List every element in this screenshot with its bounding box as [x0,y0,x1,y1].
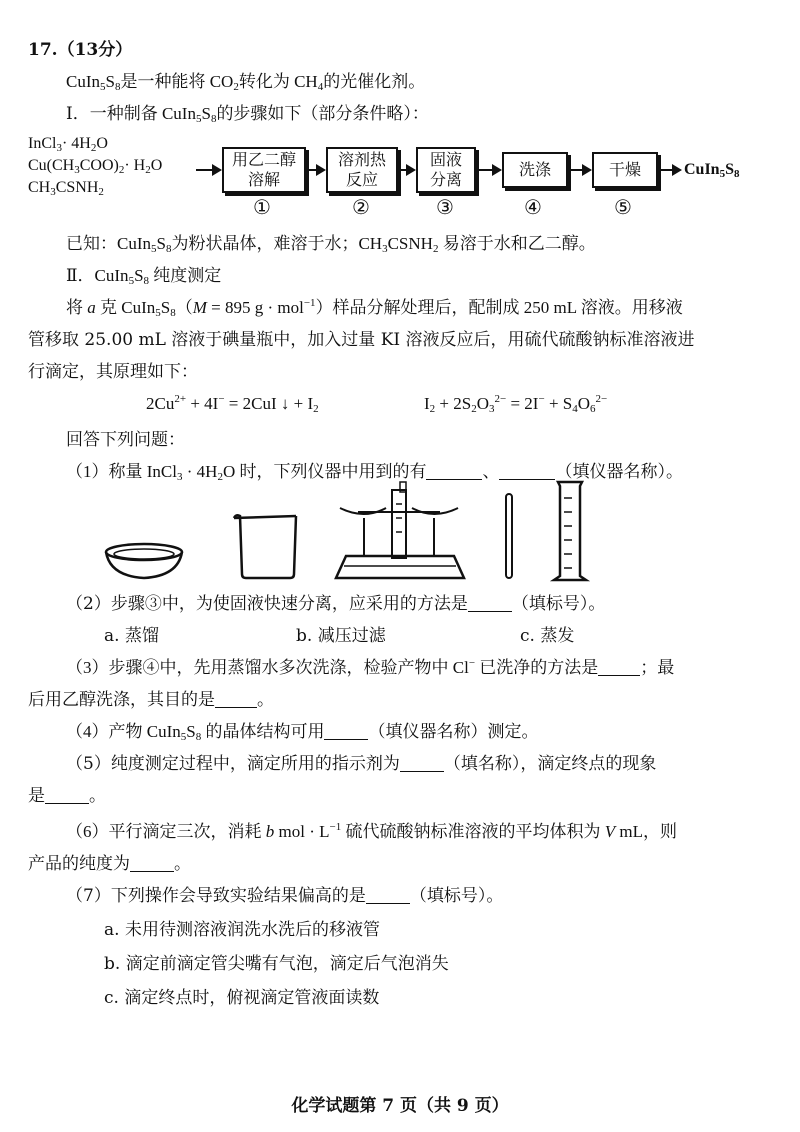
flow-arrow [570,169,590,171]
graduated-cylinder-icon [554,482,586,580]
question-header [28,38,132,62]
q4-line: （4）产物 $CuIn_5S_8$ 的晶体结构可用 （填仪器名称）测定。 [66,722,539,743]
reagent-1: InCl$_3$· $4H_2O$ [28,135,108,154]
glass-rod-icon [506,494,512,578]
known-info: 已知：$CuIn_5S_8$为粉状晶体，难溶于水；$CH_3CSNH_2$ 易溶于水和乙二醇。 [66,234,596,255]
answer-blank[interactable] [366,885,410,904]
answer-blank[interactable] [215,689,257,708]
step-box-1: 用乙二醇 溶解 [222,147,306,193]
q3-line-1: （3）步骤④中，先用蒸馏水多次洗涤，检验产物中 Cl− 已洗净的方法是 ；最 [66,657,675,677]
part2-line-2: 管移取 25.00 mL 溶液于碘量瓶中，加入过量 KI 溶液反应后，用硫代硫酸钠标准溶液进 [28,330,695,350]
answer-blank[interactable] [400,753,444,772]
intro-line: $CuIn_5S_8$是一种能将 $CO_2$转化为 $CH_4$的光催化剂。 [66,72,426,93]
answer-blank[interactable] [324,721,368,740]
flow-product: $CuIn_5S_8$ [684,161,740,180]
q6-line-2: 产品的纯度为 。 [28,854,191,874]
step-box-5: 干燥 [592,152,658,188]
q5-line-2: 是 。 [28,786,106,806]
step-number-5: ⑤ [614,195,632,219]
flow-arrow [400,169,414,171]
step-box-2: 溶剂热 反应 [326,147,398,193]
step-number-2: ② [352,195,370,219]
answer-prompt: 回答下列问题： [66,430,185,450]
q1-line: （1）称量 InCl$_3$ · $4H_2O$ 时，下列仪器中用到的有 、 （填仪器名称）。 [66,462,683,483]
part1-title: Ⅰ．一种制备 $CuIn_5S_8$的步骤如下（部分条件略）： [66,104,429,125]
page-footer: 化学试题第 7 页（共 9 页） [291,1096,509,1116]
part2-title: Ⅱ．$CuIn_5S_8$ 纯度测定 [66,266,222,287]
answer-blank[interactable] [598,657,640,676]
answer-blank[interactable] [468,593,512,612]
q2-option-c: c. 蒸发 [520,626,575,646]
q2-line: （2）步骤③中，为使固液快速分离，应采用的方法是 （填标号）。 [66,594,606,614]
q3-line-2: 后用乙醇洗涤，其目的是 。 [28,690,274,710]
reagent-2: $Cu(CH_3COO)_2\cdot H_2O$ [28,157,163,176]
step-number-4: ④ [524,195,542,219]
q6-line-1: （6）平行滴定三次，消耗 b mol · $L^{-1}$ 硫代硫酸钠标准溶液的平均体积为 V mL，则 [66,821,677,841]
q2-option-b: b. 减压过滤 [296,626,386,646]
flow-arrow [308,169,324,171]
part2-line-1: 将 a 克 $CuIn_5S_8(M = 895$ g · mol$^{-1}$）样品分解处理后，配制成 250 mL 溶液。用移液 [66,297,683,319]
part2-line-3: 行滴定，其原理如下： [28,362,198,382]
q7-option-a: a. 未用待测溶液润洗水洗后的移液管 [104,920,380,940]
flow-arrow [660,169,680,171]
flow-arrow [196,169,220,171]
question-score: （13分） [57,40,133,60]
step-number-1: ① [253,195,271,219]
question-number: 17. [28,40,58,60]
instruments-illustration [96,478,616,588]
equation-2: $I_2 + 2S_2O_3^{2-} = 2I^- + S_4O_6^{2-}$ [424,393,608,415]
answer-blank[interactable] [130,853,174,872]
reagent-3: $CH_3CSNH_2$ [28,179,104,198]
step-box-3: 固液 分离 [416,147,476,193]
q5-line-1: （5）纯度测定过程中，滴定所用的指示剂为 （填名称），滴定终点的现象 [66,754,657,774]
step-number-3: ③ [436,195,454,219]
beaker-icon [234,515,296,578]
equation-1: $2Cu^{2+} + 4I^- = 2CuI$ ↓ + $I_2$ [146,393,319,415]
q2-option-a: a. 蒸馏 [104,626,159,646]
balance-icon [336,482,464,578]
step-box-4: 洗涤 [502,152,568,188]
q7-option-c: c. 滴定终点时，俯视滴定管液面读数 [104,988,380,1008]
q7-line: （7）下列操作会导致实验结果偏高的是 （填标号）。 [66,886,504,906]
flow-arrow [478,169,500,171]
answer-blank[interactable] [45,785,89,804]
q7-option-b: b. 滴定前滴定管尖嘴有气泡，滴定后气泡消失 [104,954,449,974]
evaporating-dish-icon [106,544,182,578]
